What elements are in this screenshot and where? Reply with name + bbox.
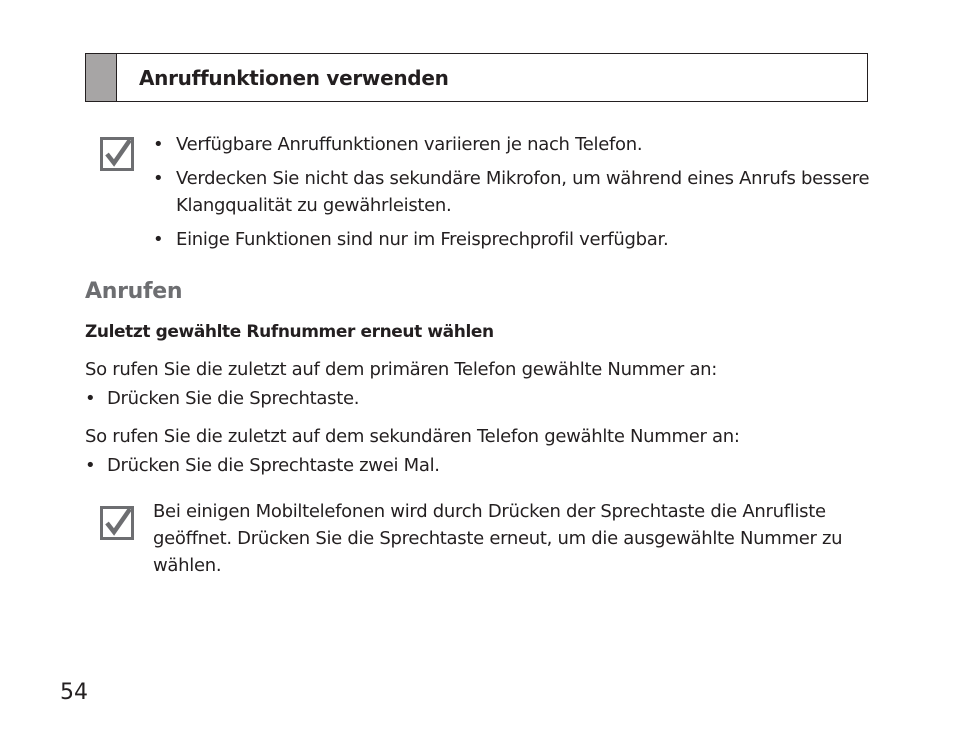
- primary-intro: So rufen Sie die zuletzt auf dem primären Telefon gewählte Nummer an:: [85, 359, 718, 380]
- list-item: [153, 131, 873, 158]
- bullet: •: [85, 455, 96, 476]
- checkbox-checked-icon: [100, 137, 134, 171]
- list-item: [153, 165, 873, 219]
- secondary-intro: So rufen Sie die zuletzt auf dem sekundären Telefon gewählte Nummer an:: [85, 426, 740, 447]
- list-item-text: Verfügbare Anruffunktionen variieren je nach Telefon.: [176, 134, 643, 155]
- bullet: •: [85, 388, 96, 409]
- section-header: [85, 53, 868, 102]
- page-number: 54: [60, 680, 88, 705]
- primary-step-text: Drücken Sie die Sprechtaste.: [107, 388, 360, 409]
- list-item-text: Einige Funktionen sind nur im Freisprechprofil verfügbar.: [176, 229, 669, 250]
- bullet: •: [153, 134, 164, 155]
- secondary-step-text: Drücken Sie die Sprechtaste zwei Mal.: [107, 455, 440, 476]
- note-text: Bei einigen Mobiltelefonen wird durch Drücken der Sprechtaste die Anrufliste geöffnet. Drücken Sie die Sprechtaste erneut, um die ausgewählte Nummer zu wählen.: [153, 501, 843, 576]
- note-list: [153, 131, 873, 260]
- list-item-text: Verdecken Sie nicht das sekundäre Mikrofon, um während eines Anrufs bessere Klangqualität zu gewährleisten.: [176, 168, 870, 216]
- list-item: [153, 226, 873, 253]
- bullet: •: [153, 168, 164, 189]
- secondary-step: [85, 455, 440, 476]
- bullet: •: [153, 229, 164, 250]
- section-header-marker: [86, 54, 117, 101]
- primary-step: [85, 388, 359, 409]
- subheading: Zuletzt gewählte Rufnummer erneut wählen: [85, 322, 494, 342]
- checkbox-checked-icon: [100, 506, 134, 540]
- section-heading: Anrufen: [85, 279, 183, 304]
- section-title: Anruffunktionen verwenden: [139, 66, 449, 90]
